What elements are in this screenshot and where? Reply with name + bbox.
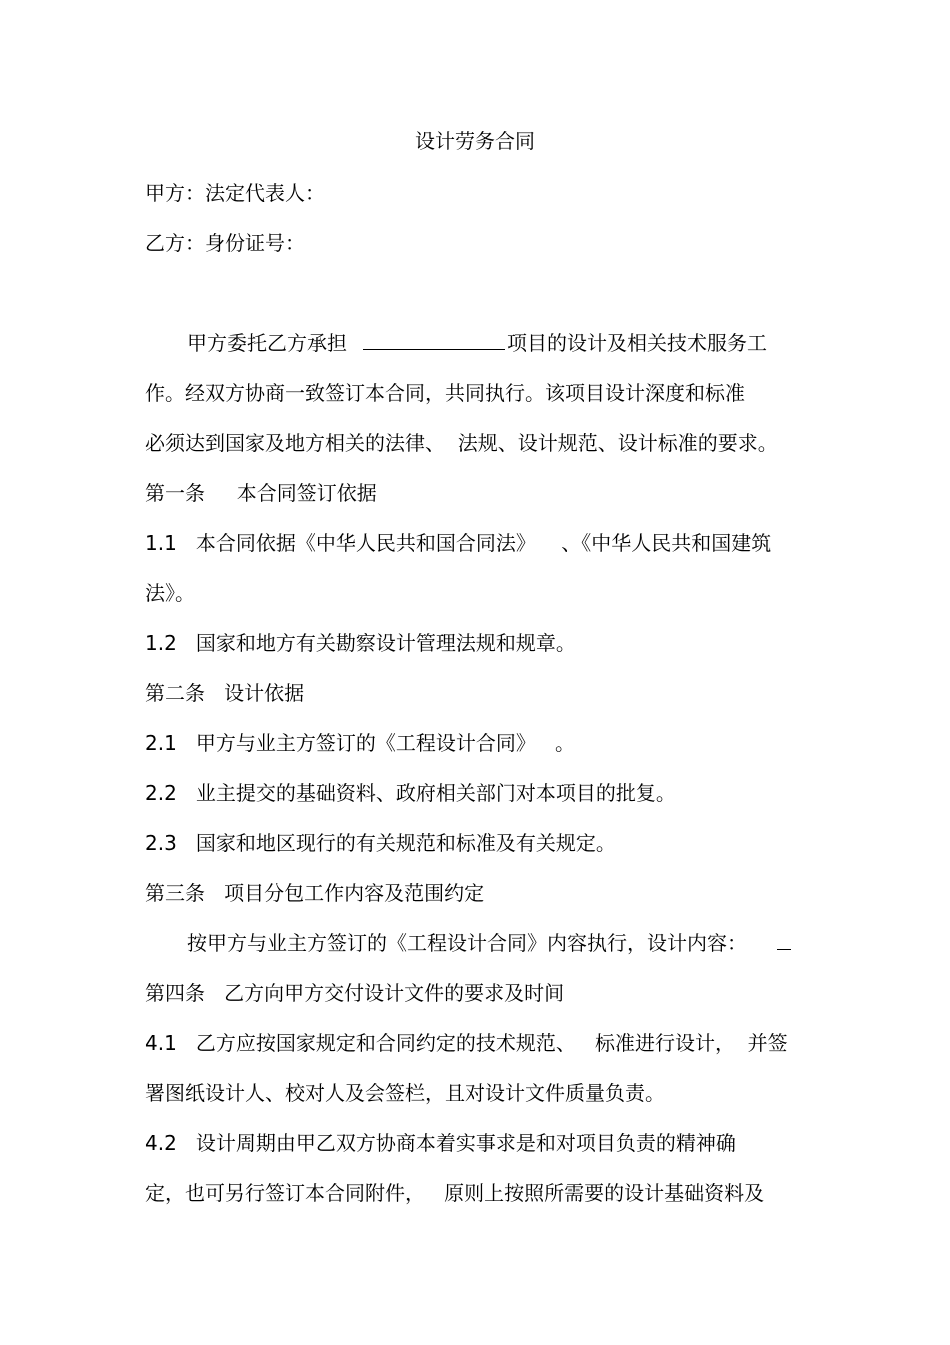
intro-text-before-blank: 甲方委托乙方承担 xyxy=(187,331,347,355)
article-3-body-text: 按甲方与业主方签订的《工程设计合同》内容执行，设计内容： xyxy=(187,931,747,955)
intro-line-2: 作。经双方协商一致签订本合同，共同执行。该项目设计深度和标准 xyxy=(145,381,745,405)
intro-line-3: 必须达到国家及地方相关的法律、 法规、设计规范、设计标准的要求。 xyxy=(145,431,778,455)
party-b-line: 乙方：身份证号： xyxy=(145,231,305,255)
intro-line-1 xyxy=(187,331,767,355)
project-name-blank xyxy=(363,331,505,350)
article-2-heading: 第二条 设计依据 xyxy=(145,681,305,705)
clause-2-3: 2.3 国家和地区现行的有关规范和标准及有关规定。 xyxy=(145,831,616,855)
clause-4-1-line-1: 4.1 乙方应按国家规定和合同约定的技术规范、 标准进行设计， 并签 xyxy=(145,1031,788,1055)
clause-4-2-line-2: 定，也可另行签订本合同附件， 原则上按照所需要的设计基础资料及 xyxy=(145,1181,765,1205)
article-3-heading: 第三条 项目分包工作内容及范围约定 xyxy=(145,881,485,905)
clause-1-1-line-1: 1.1 本合同依据《中华人民共和国合同法》 、《中华人民共和国建筑 xyxy=(145,531,772,555)
clause-2-2: 2.2 业主提交的基础资料、政府相关部门对本项目的批复。 xyxy=(145,781,676,805)
design-content-blank xyxy=(777,931,791,950)
document-title: 设计劳务合同 xyxy=(415,129,535,153)
clause-4-2-line-1: 4.2 设计周期由甲乙双方协商本着实事求是和对项目负责的精神确 xyxy=(145,1131,736,1155)
clause-1-2: 1.2 国家和地方有关勘察设计管理法规和规章。 xyxy=(145,631,576,655)
clause-2-1: 2.1 甲方与业主方签订的《工程设计合同》 。 xyxy=(145,731,575,755)
intro-text-after-blank: 项目的设计及相关技术服务工 xyxy=(507,331,767,355)
article-3-body xyxy=(187,931,791,955)
article-4-heading: 第四条 乙方向甲方交付设计文件的要求及时间 xyxy=(145,981,565,1005)
party-a-line: 甲方：法定代表人： xyxy=(145,181,325,205)
article-1-heading: 第一条 本合同签订依据 xyxy=(145,481,377,505)
clause-1-1-line-2: 法》。 xyxy=(145,581,195,605)
clause-4-1-line-2: 署图纸设计人、校对人及会签栏，且对设计文件质量负责。 xyxy=(145,1081,665,1105)
